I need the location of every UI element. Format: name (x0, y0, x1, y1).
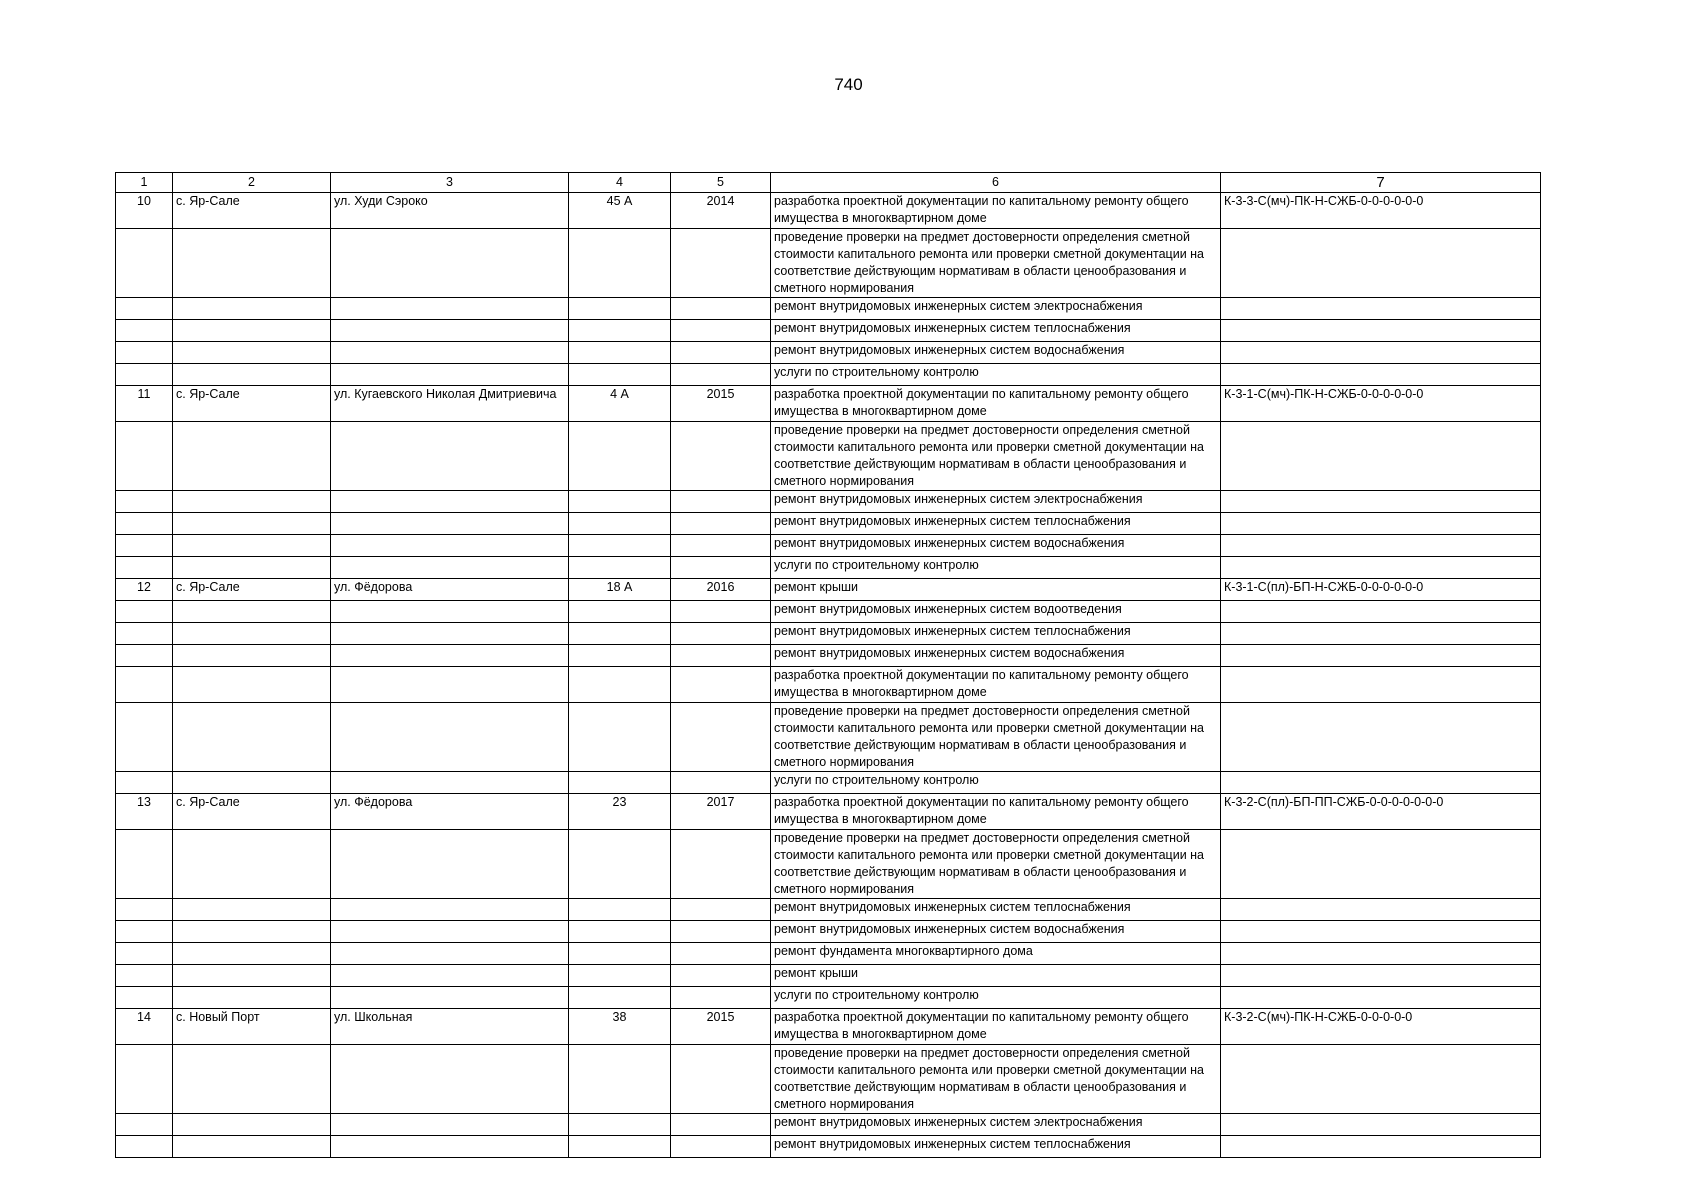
table-row (116, 320, 1541, 342)
table-row (116, 535, 1541, 557)
cell-work-type: услуги по строительному контролю (771, 557, 1221, 579)
cell-house-code (1221, 557, 1541, 579)
cell-number (116, 899, 173, 921)
cell-settlement (173, 623, 331, 645)
cell-number (116, 987, 173, 1009)
cell-settlement (173, 965, 331, 987)
cell-work-type: ремонт внутридомовых инженерных систем водоснабжения (771, 645, 1221, 667)
header-cell-6: 6 (771, 173, 1221, 193)
table-row (116, 342, 1541, 364)
table-row (116, 623, 1541, 645)
table-row (116, 579, 1541, 601)
cell-work-type: ремонт фундамента многоквартирного дома (771, 943, 1221, 965)
cell-house-code (1221, 1114, 1541, 1136)
cell-house-code (1221, 342, 1541, 364)
cell-settlement (173, 921, 331, 943)
cell-number (116, 535, 173, 557)
cell-settlement: с. Яр-Сале (173, 579, 331, 601)
cell-year (671, 513, 771, 535)
cell-number (116, 229, 173, 298)
table-row (116, 229, 1541, 298)
cell-house-number (569, 772, 671, 794)
table-body (116, 193, 1541, 1158)
cell-work-type: ремонт крыши (771, 579, 1221, 601)
cell-settlement (173, 772, 331, 794)
cell-street (331, 830, 569, 899)
cell-number (116, 667, 173, 703)
cell-work-type: ремонт внутридомовых инженерных систем теплоснабжения (771, 1136, 1221, 1158)
cell-street (331, 1114, 569, 1136)
cell-settlement: с. Яр-Сале (173, 386, 331, 422)
cell-house-number (569, 601, 671, 623)
cell-house-number: 4 А (569, 386, 671, 422)
cell-work-type: ремонт внутридомовых инженерных систем электроснабжения (771, 1114, 1221, 1136)
cell-settlement (173, 364, 331, 386)
cell-house-code: К-3-1-С(мч)-ПК-Н-СЖБ-0-0-0-0-0-0 (1221, 386, 1541, 422)
table-row (116, 667, 1541, 703)
cell-house-code (1221, 601, 1541, 623)
table-row (116, 601, 1541, 623)
header-cell-7: 7 (1221, 173, 1541, 193)
cell-settlement (173, 557, 331, 579)
cell-house-code (1221, 645, 1541, 667)
cell-street (331, 1136, 569, 1158)
cell-street: ул. Фёдорова (331, 794, 569, 830)
cell-work-type: ремонт внутридомовых инженерных систем водоснабжения (771, 921, 1221, 943)
cell-street: ул. Фёдорова (331, 579, 569, 601)
cell-work-type: проведение проверки на предмет достоверности определения сметной стоимости капитального ремонта или проверки сметной документации на соответствие действующим нормативам в области ценообразования и сметного нормирования (771, 1045, 1221, 1114)
table-row (116, 298, 1541, 320)
cell-settlement (173, 320, 331, 342)
cell-house-number: 45 А (569, 193, 671, 229)
cell-year (671, 899, 771, 921)
cell-house-code (1221, 623, 1541, 645)
cell-house-code: К-3-2-С(пл)-БП-ПП-СЖБ-0-0-0-0-0-0-0 (1221, 794, 1541, 830)
cell-work-type: ремонт внутридомовых инженерных систем электроснабжения (771, 298, 1221, 320)
cell-number (116, 342, 173, 364)
cell-work-type: услуги по строительному контролю (771, 987, 1221, 1009)
cell-house-code (1221, 229, 1541, 298)
cell-house-number (569, 899, 671, 921)
table-row (116, 491, 1541, 513)
cell-street: ул. Школьная (331, 1009, 569, 1045)
cell-number: 11 (116, 386, 173, 422)
cell-year: 2016 (671, 579, 771, 601)
cell-street (331, 513, 569, 535)
cell-year (671, 298, 771, 320)
cell-settlement (173, 645, 331, 667)
cell-work-type: проведение проверки на предмет достоверности определения сметной стоимости капитального ремонта или проверки сметной документации на соответствие действующим нормативам в области ценообразования и сметного нормирования (771, 830, 1221, 899)
cell-number (116, 513, 173, 535)
cell-year: 2014 (671, 193, 771, 229)
cell-work-type: ремонт внутридомовых инженерных систем теплоснабжения (771, 320, 1221, 342)
cell-house-number (569, 491, 671, 513)
cell-number (116, 364, 173, 386)
cell-house-code (1221, 364, 1541, 386)
cell-house-number (569, 667, 671, 703)
cell-house-number (569, 535, 671, 557)
cell-year (671, 491, 771, 513)
cell-year (671, 830, 771, 899)
cell-work-type: проведение проверки на предмет достоверности определения сметной стоимости капитального ремонта или проверки сметной документации на соответствие действующим нормативам в области ценообразования и сметного нормирования (771, 422, 1221, 491)
cell-house-number (569, 422, 671, 491)
cell-work-type: проведение проверки на предмет достоверности определения сметной стоимости капитального ремонта или проверки сметной документации на соответствие действующим нормативам в области ценообразования и сметного нормирования (771, 703, 1221, 772)
cell-year (671, 772, 771, 794)
cell-street (331, 1045, 569, 1114)
cell-house-code (1221, 965, 1541, 987)
table-row (116, 987, 1541, 1009)
cell-settlement (173, 899, 331, 921)
repair-register-table (115, 172, 1541, 1158)
table-row (116, 1009, 1541, 1045)
cell-house-code (1221, 1136, 1541, 1158)
cell-work-type: ремонт внутридомовых инженерных систем водоотведения (771, 601, 1221, 623)
cell-house-code (1221, 513, 1541, 535)
cell-street (331, 557, 569, 579)
cell-street (331, 535, 569, 557)
cell-house-number (569, 364, 671, 386)
cell-number (116, 601, 173, 623)
cell-settlement: с. Яр-Сале (173, 193, 331, 229)
cell-year: 2015 (671, 386, 771, 422)
table-row (116, 921, 1541, 943)
table-row (116, 703, 1541, 772)
cell-house-code (1221, 921, 1541, 943)
cell-work-type: услуги по строительному контролю (771, 772, 1221, 794)
cell-year (671, 667, 771, 703)
cell-year (671, 601, 771, 623)
cell-settlement (173, 667, 331, 703)
cell-house-code (1221, 772, 1541, 794)
cell-year (671, 645, 771, 667)
cell-year (671, 535, 771, 557)
table-row (116, 364, 1541, 386)
cell-house-number (569, 830, 671, 899)
cell-number: 14 (116, 1009, 173, 1045)
table-row (116, 1114, 1541, 1136)
cell-work-type: проведение проверки на предмет достоверности определения сметной стоимости капитального ремонта или проверки сметной документации на соответствие действующим нормативам в области ценообразования и сметного нормирования (771, 229, 1221, 298)
table-row (116, 1045, 1541, 1114)
cell-year (671, 229, 771, 298)
cell-number: 10 (116, 193, 173, 229)
header-cell-2: 2 (173, 173, 331, 193)
cell-number: 13 (116, 794, 173, 830)
header-cell-5: 5 (671, 173, 771, 193)
table-row (116, 772, 1541, 794)
cell-street (331, 491, 569, 513)
cell-house-code: К-3-1-С(пл)-БП-Н-СЖБ-0-0-0-0-0-0 (1221, 579, 1541, 601)
cell-house-code (1221, 830, 1541, 899)
cell-number (116, 557, 173, 579)
cell-street (331, 364, 569, 386)
cell-number (116, 645, 173, 667)
cell-house-number (569, 229, 671, 298)
cell-house-number (569, 513, 671, 535)
table-row (116, 899, 1541, 921)
table-row (116, 386, 1541, 422)
cell-street (331, 987, 569, 1009)
cell-house-number (569, 987, 671, 1009)
cell-year (671, 921, 771, 943)
table-row (116, 965, 1541, 987)
cell-street (331, 667, 569, 703)
header-cell-3: 3 (331, 173, 569, 193)
table-row (116, 943, 1541, 965)
cell-work-type: разработка проектной документации по капитальному ремонту общего имущества в многоквартирном доме (771, 193, 1221, 229)
cell-number (116, 422, 173, 491)
cell-settlement (173, 1136, 331, 1158)
cell-street (331, 422, 569, 491)
cell-year (671, 320, 771, 342)
table-row (116, 193, 1541, 229)
cell-house-number (569, 921, 671, 943)
cell-year: 2017 (671, 794, 771, 830)
cell-number (116, 1114, 173, 1136)
cell-year (671, 557, 771, 579)
cell-house-number (569, 320, 671, 342)
cell-house-code (1221, 535, 1541, 557)
cell-house-code (1221, 943, 1541, 965)
cell-settlement (173, 1045, 331, 1114)
cell-year (671, 364, 771, 386)
cell-house-number: 38 (569, 1009, 671, 1045)
cell-house-code (1221, 703, 1541, 772)
cell-street (331, 623, 569, 645)
page-number: 740 (834, 75, 863, 94)
cell-work-type: ремонт внутридомовых инженерных систем теплоснабжения (771, 513, 1221, 535)
cell-number (116, 1136, 173, 1158)
cell-settlement (173, 830, 331, 899)
cell-street (331, 320, 569, 342)
cell-settlement (173, 229, 331, 298)
cell-year (671, 703, 771, 772)
cell-settlement: с. Яр-Сале (173, 794, 331, 830)
cell-number (116, 491, 173, 513)
cell-year (671, 422, 771, 491)
header-row (116, 173, 1541, 193)
cell-number: 12 (116, 579, 173, 601)
cell-settlement (173, 342, 331, 364)
cell-settlement: с. Новый Порт (173, 1009, 331, 1045)
cell-house-code (1221, 320, 1541, 342)
cell-settlement (173, 513, 331, 535)
cell-house-number: 18 А (569, 579, 671, 601)
cell-year (671, 965, 771, 987)
cell-street (331, 921, 569, 943)
cell-work-type: ремонт внутридомовых инженерных систем электроснабжения (771, 491, 1221, 513)
cell-settlement (173, 943, 331, 965)
cell-number (116, 623, 173, 645)
cell-house-number (569, 1114, 671, 1136)
cell-settlement (173, 601, 331, 623)
cell-work-type: ремонт внутридомовых инженерных систем теплоснабжения (771, 623, 1221, 645)
cell-work-type: разработка проектной документации по капитальному ремонту общего имущества в многоквартирном доме (771, 794, 1221, 830)
cell-house-number (569, 557, 671, 579)
cell-house-number (569, 623, 671, 645)
cell-street (331, 342, 569, 364)
cell-house-code (1221, 987, 1541, 1009)
cell-year (671, 1045, 771, 1114)
cell-house-code (1221, 899, 1541, 921)
cell-house-number (569, 943, 671, 965)
cell-house-code: К-3-3-С(мч)-ПК-Н-СЖБ-0-0-0-0-0-0 (1221, 193, 1541, 229)
cell-settlement (173, 298, 331, 320)
cell-house-code (1221, 667, 1541, 703)
cell-house-number (569, 1136, 671, 1158)
cell-house-code (1221, 491, 1541, 513)
cell-number (116, 703, 173, 772)
cell-work-type: разработка проектной документации по капитальному ремонту общего имущества в многоквартирном доме (771, 386, 1221, 422)
cell-number (116, 1045, 173, 1114)
cell-street: ул. Худи Сэроко (331, 193, 569, 229)
cell-house-number (569, 965, 671, 987)
cell-number (116, 298, 173, 320)
cell-settlement (173, 987, 331, 1009)
cell-number (116, 830, 173, 899)
cell-house-number (569, 342, 671, 364)
cell-work-type: разработка проектной документации по капитальному ремонту общего имущества в многоквартирном доме (771, 667, 1221, 703)
table-row (116, 794, 1541, 830)
cell-street (331, 229, 569, 298)
cell-settlement (173, 422, 331, 491)
cell-house-code (1221, 422, 1541, 491)
cell-year (671, 623, 771, 645)
cell-house-code (1221, 1045, 1541, 1114)
cell-year (671, 987, 771, 1009)
cell-work-type: ремонт крыши (771, 965, 1221, 987)
cell-house-number (569, 703, 671, 772)
cell-work-type: ремонт внутридомовых инженерных систем водоснабжения (771, 535, 1221, 557)
cell-year: 2015 (671, 1009, 771, 1045)
table-row (116, 422, 1541, 491)
cell-year (671, 1136, 771, 1158)
cell-year (671, 342, 771, 364)
cell-street (331, 601, 569, 623)
table-row (116, 1136, 1541, 1158)
cell-work-type: ремонт внутридомовых инженерных систем теплоснабжения (771, 899, 1221, 921)
cell-street (331, 899, 569, 921)
cell-settlement (173, 1114, 331, 1136)
cell-house-number: 23 (569, 794, 671, 830)
header-cell-4: 4 (569, 173, 671, 193)
cell-year (671, 943, 771, 965)
cell-number (116, 965, 173, 987)
cell-house-number (569, 1045, 671, 1114)
cell-house-number (569, 645, 671, 667)
cell-settlement (173, 491, 331, 513)
cell-street (331, 772, 569, 794)
cell-house-code (1221, 298, 1541, 320)
cell-street (331, 298, 569, 320)
cell-number (116, 921, 173, 943)
cell-number (116, 772, 173, 794)
cell-street (331, 645, 569, 667)
table-row (116, 830, 1541, 899)
cell-year (671, 1114, 771, 1136)
table-row (116, 513, 1541, 535)
cell-work-type: ремонт внутридомовых инженерных систем водоснабжения (771, 342, 1221, 364)
cell-house-code: К-3-2-С(мч)-ПК-Н-СЖБ-0-0-0-0-0 (1221, 1009, 1541, 1045)
cell-number (116, 320, 173, 342)
header-cell-1: 1 (116, 173, 173, 193)
cell-house-number (569, 298, 671, 320)
table-row (116, 557, 1541, 579)
cell-street (331, 965, 569, 987)
cell-settlement (173, 535, 331, 557)
table-row (116, 645, 1541, 667)
cell-settlement (173, 703, 331, 772)
cell-work-type: услуги по строительному контролю (771, 364, 1221, 386)
cell-street (331, 943, 569, 965)
cell-number (116, 943, 173, 965)
cell-street: ул. Кугаевского Николая Дмитриевича (331, 386, 569, 422)
cell-work-type: разработка проектной документации по капитальному ремонту общего имущества в многоквартирном доме (771, 1009, 1221, 1045)
cell-street (331, 703, 569, 772)
